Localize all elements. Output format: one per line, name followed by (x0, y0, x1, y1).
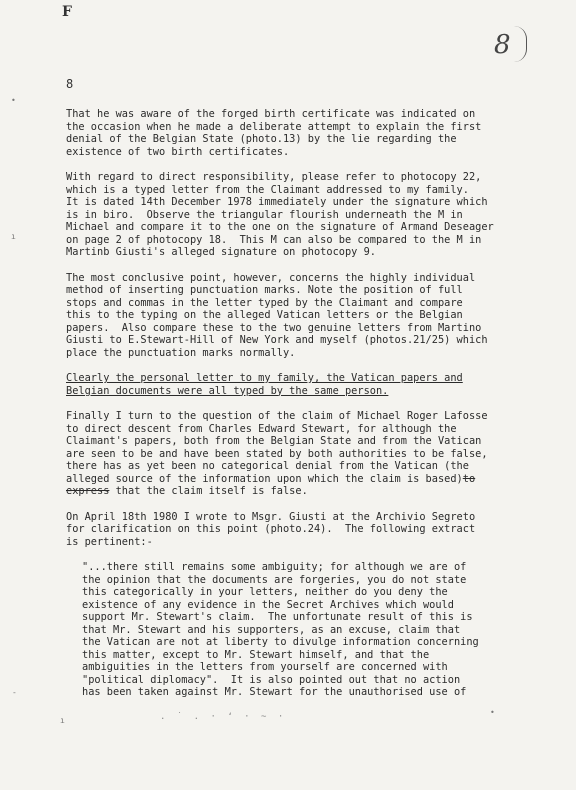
paragraph-letter-to-giusti: On April 18th 1980 I wrote to Msgr. Giusti at the Archivio Segreto for clarification on this point (photo.24). The following extract is pertinent:- (66, 510, 476, 548)
ink-dot: • (490, 708, 495, 717)
paragraph-conclusion: Clearly the personal letter to my family, the Vatican papers and Belgian documents were all typed by the same person. (66, 372, 463, 397)
margin-tick: ı (60, 716, 65, 725)
paragraph-quoted-extract: "...there still remains some ambiguity; for although we are of the opinion that the documents are forgeries, you do not state this categorically in your letters, neither do you deny the existence of any evidence in the Secret Archives which would support Mr. Stewart's claim. The unfortunate result of this is that Mr. Stewart and his supporters, as an excuse, claim that the Vatican are not at liberty to divulge information concerning this matter, except to Mr. Stewart himself, and that the ambiguities in the letters from yourself are concerned with "political diplomacy". It is also pointed out that no action has been taken against Mr. Stewart for the unauthorised use of (82, 561, 479, 698)
paragraph-punctuation: The most conclusive point, however, concerns the highly individual method of inserting punctuation marks. Note the position of full stops and commas in the letter typed by the Claimant and compare this to the typing on the alleged Vatican letters or the Belgian papers. Also compare these to the two genuine letters from Martino Giusti to E.Stewart-Hill of New York and myself (photos.21/25) which place the punctuation marks normally. (66, 271, 488, 359)
claim-text-end: that the claim itself is false. (109, 485, 308, 497)
corner-mark: F (62, 4, 72, 20)
margin-dash: - (12, 688, 17, 697)
document-body (66, 108, 530, 712)
paragraph-direct-responsibility: With regard to direct responsibility, please refer to photocopy 22, which is a typed letter from the Claimant addressed to my family. It is dated 14th December 1978 immediately under the signature which is in biro. Observe the triangular flourish underneath the M in Michael and compare it to the one on the signature of Armand Deseager on page 2 of photocopy 18. This M can also be compared to the M in Martinb Giusti's alleged signature on photocopy 9. (66, 171, 494, 258)
bottom-smudge: . ˙ . · ʻ · ~ · (160, 712, 287, 722)
margin-mark: ı (11, 232, 16, 241)
claim-text: Finally I turn to the question of the claim of Michael Roger Lafosse to direct descent from Charles Edward Stewart, for although the Claimant's papers, both from the Belgian State and from the Vatican are seen to be and have been stated by both authorities to be false, there has as yet been no categorical denial from the Vatican (the alleged source of the information upon which the claim is based) (66, 410, 488, 485)
handwritten-page-number: 8 (494, 30, 511, 60)
paragraph-claim-of-descent (66, 410, 530, 498)
paragraph-forged-certificate: That he was aware of the forged birth certificate was indicated on the occasion when he made a deliberate attempt to explain the first denial of the Belgian State (photo.13) by the lie regarding the existence of two birth certificates. (66, 108, 482, 158)
page-number: 8 (66, 77, 74, 91)
handwritten-bracket (514, 26, 527, 62)
margin-dot: • (11, 96, 16, 105)
strikeout-text: to express (66, 472, 476, 497)
